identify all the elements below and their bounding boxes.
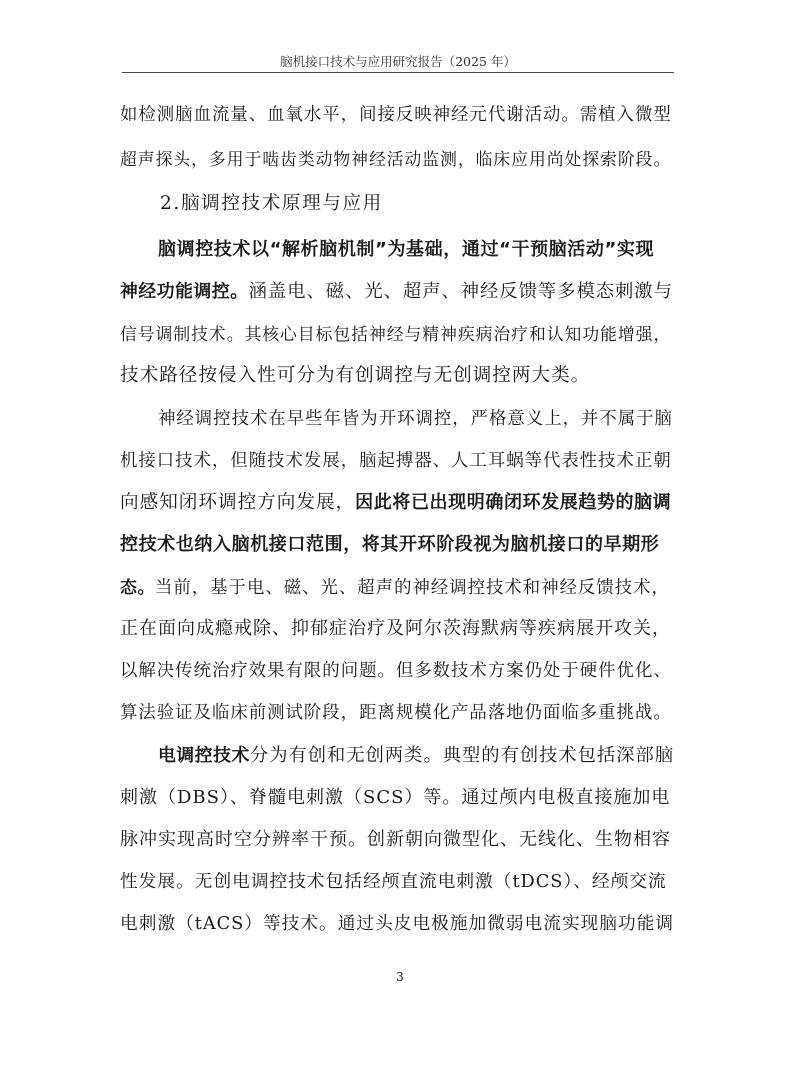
text-line: 机接口技术，但随技术发展，脑起搏器、人工耳蜗等代表性技术正朝 xyxy=(120,451,672,471)
text-line: 技术路径按侵入性可分为有创调控与无创调控两大类。 xyxy=(120,365,591,386)
text-line: 神经功能调控。涵盖电、磁、光、超声、神经反馈等多模态刺激与 xyxy=(120,281,673,302)
text-line: 超声探头，多用于啮齿类动物神经活动监测，临床应用尚处探索阶段。 xyxy=(120,149,672,169)
text-line: 以解决传统治疗效果有限的问题。但多数技术方案仍处于硬件优化、 xyxy=(120,661,672,681)
text-line: 如检测脑血流量、血氧水平，间接反映神经元代谢活动。需植入微型 xyxy=(120,105,672,125)
text-line: 神经调控技术在早些年皆为开环调控，严格意义上，并不属于脑 xyxy=(158,409,673,429)
text-line: 信号调制技术。其核心目标包括神经与精神疾病治疗和认知功能增强， xyxy=(120,324,672,344)
text-line: 脉冲实现高时空分辨率干预。创新朝向微型化、无线化、生物相容 xyxy=(120,829,671,850)
page-number: 3 xyxy=(396,970,404,984)
text-line: 性发展。无创电调控技术包括经颅直流电刺激（tDCS）、经颅交流 xyxy=(120,872,667,892)
text-line: 正在面向成瘾戒除、抑郁症治疗及阿尔茨海默病等疾病展开攻关， xyxy=(120,618,671,639)
text-line: 脑调控技术以“解析脑机制”为基础，通过“干预脑活动”实现 xyxy=(158,239,655,260)
text-line: 控技术也纳入脑机接口范围，将其开环阶段视为脑机接口的早期形 xyxy=(120,534,660,555)
header-rule xyxy=(122,72,674,73)
text-line: 态。当前，基于电、磁、光、超声的神经调控技术和神经反馈技术， xyxy=(120,577,670,598)
running-header: 脑机接口技术与应用研究报告（2025 年） xyxy=(280,54,516,69)
text-line: 刺激（DBS）、脊髓电刺激（SCS）等。通过颅内电极直接施加电 xyxy=(120,787,671,808)
text-line: 电调控技术分为有创和无创两类。典型的有创技术包括深部脑 xyxy=(158,745,675,766)
text-line: 算法验证及临床前测试阶段，距离规模化产品落地仍面临多重挑战。 xyxy=(120,703,672,723)
section-heading: 2.脑调控技术原理与应用 xyxy=(160,193,383,214)
text-line: 电刺激（tACS）等技术。通过头皮电极施加微弱电流实现脑功能调 xyxy=(120,914,675,934)
text-line: 向感知闭环调控方向发展，因此将已出现明确闭环发展趋势的脑调 xyxy=(120,492,672,513)
